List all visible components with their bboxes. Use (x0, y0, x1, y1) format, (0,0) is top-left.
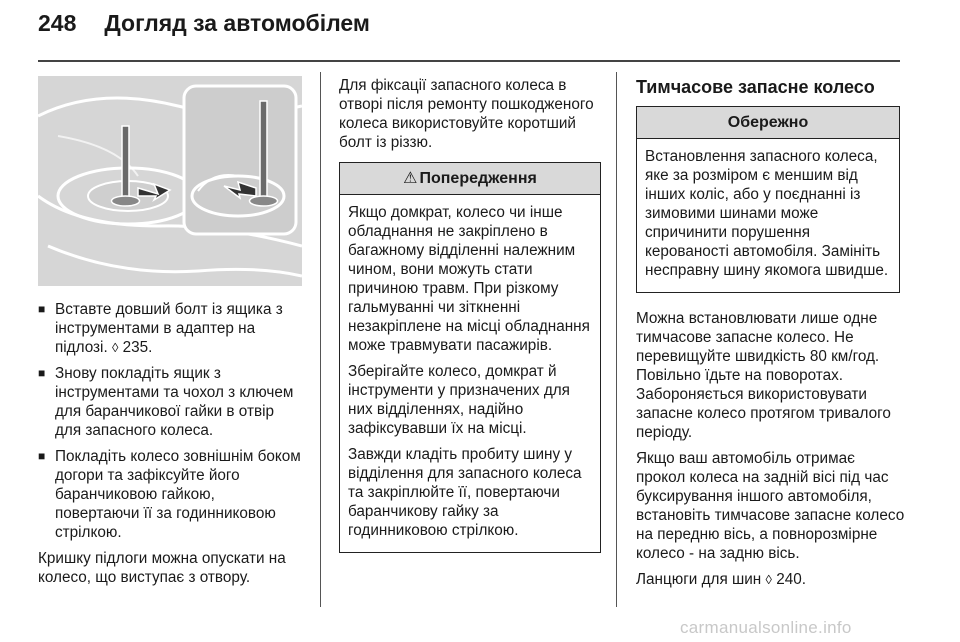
list-item: ■ Знову покладіть ящик з інструментами та чохол з ключем для баранчикової гайки в отвір для запасного колеса. (38, 364, 303, 440)
instruction-list (38, 300, 303, 542)
body-paragraph: Кришку підлоги можна опускати на колесо, що виступає з отвору. (38, 550, 286, 586)
warning-triangle-icon: ⚠ (403, 170, 418, 187)
page-reference-icon: ◊ (111, 340, 119, 355)
page-title: Догляд за автомобілем (104, 10, 370, 36)
page-number: 248 (38, 10, 77, 36)
column-left (38, 76, 303, 594)
section-title: Тимчасове запасне колесо (636, 77, 875, 97)
list-item: ■ Покладіть колесо зовнішнім боком догори та зафіксуйте його баранчиковою гайкою, повертаючи її за годинниковою стрілкою. (38, 447, 303, 542)
warning-paragraph: Зберігайте колесо, домкрат й інструменти у призначених для них відділеннях, надійно зафіксувавши їх на місці. (348, 363, 570, 437)
warning-paragraph: Якщо домкрат, колесо чи інше обладнання не закріплено в багажному відділенні належним чином, вони можуть стати причиною травм. При різкому гальмуванні чи зіткненні незакріплене на місці обладнання може травмувати пасажирів. (348, 204, 590, 354)
warning-body (340, 195, 600, 552)
caution-box (636, 106, 900, 293)
warning-heading: ⚠ Попередження (340, 163, 600, 195)
page-header (38, 10, 370, 46)
warning-paragraph: Завжди кладіть пробиту шину у відділення для запасного колеса та закріплюйте її, повертаючи баранчикову гайку за годинниковою стрілкою. (348, 446, 582, 539)
caution-heading: Обережно (637, 107, 899, 139)
page-reference-icon: ◊ (765, 572, 772, 587)
warning-box (339, 162, 601, 553)
column-middle (339, 76, 601, 553)
cross-reference: Ланцюги для шин ◊ 240. (636, 571, 806, 588)
intro-paragraph: Для фіксації запасного колеса в отворі після ремонту пошкодженого колеса використовуйте коротший болт із різзю. (339, 77, 594, 151)
caution-paragraph: Встановлення запасного колеса, яке за розміром є меншим від інших коліс, або у поєднанні із зимовими шинами може спричинити порушення керованості автомобіля. Замініть несправну шину якомога швидше. (645, 148, 889, 279)
column-divider-2 (616, 72, 617, 607)
body-paragraph: Якщо ваш автомобіль отримає прокол колеса на задній вісі під час буксирування іншого автомобіля, встановіть тимчасове запасне колесо на передню вісь, а повнорозмірне колесо - на задню вісь. (636, 450, 905, 562)
header-rule (38, 60, 900, 62)
spare-wheel-bolt-illustration-icon (38, 76, 302, 286)
caution-body (637, 139, 899, 292)
column-divider-1 (320, 72, 321, 607)
watermark: carmanualsonline.info (680, 618, 852, 637)
column-right (636, 76, 906, 596)
body-paragraph: Можна встановлювати лише одне тимчасове запасне колесо. Не перевищуйте швидкість 80 км/год. Повільно їдьте на поворотах. Забороняється використовувати запасне колесо протягом тривалого періоду. (636, 310, 891, 441)
list-item: ■ Вставте довший болт із ящика з інструментами в адаптер на підлозі. ◊ 235. (38, 300, 303, 357)
